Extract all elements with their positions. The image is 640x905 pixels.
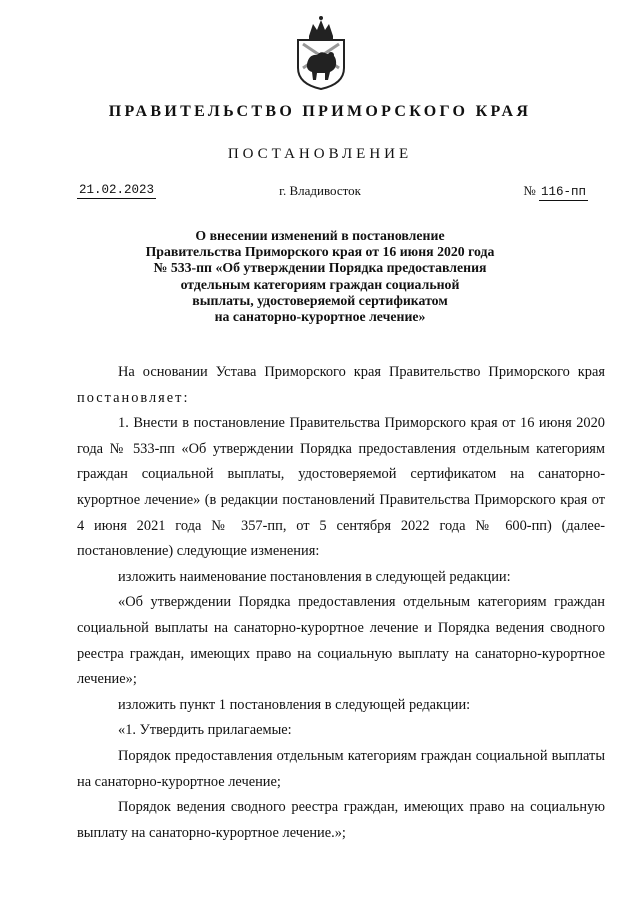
heading-line: Правительства Приморского края от 16 июня 2020 года [145,244,495,260]
resolution-word: постановляет: [77,389,190,406]
number-value: 116-пп [540,185,586,199]
intro-text: На основании Устава Приморского края Правительство Приморского края [118,364,605,380]
heading-line: отдельным категориям граждан социальной [180,276,460,292]
heading-line: на санаторно-курортное лечение» [214,309,426,325]
heading-line: выплаты, удостоверяемой сертификатом [192,292,448,308]
coat-of-arms-icon [295,14,347,90]
order-1-paragraph: Порядок предоставления отдельным категориям граждан социальной выплаты на санаторно-курортное лечение; [77,747,605,790]
number-prefix: № [523,183,536,198]
item-1-paragraph: 1. Внести в постановление Правительства Приморского края от 16 июня 2020 года № 533-пп «Об утверждении Порядка предоставления отдельным категориям граждан социальной выплаты, удостоверяемой сертификатом на санаторно-курортное лечение» (в редакции постановлений Правительства Приморского края от 4 июня 2021 года № 357-пп, от 5 сентября 2022 года № 600-пп) (далее- постановление) следующие изменения: [77,415,605,560]
intro-paragraph [77,360,605,411]
document-heading [60,228,580,325]
document-number [523,183,588,199]
document-type: ПОСТАНОВЛЕНИЕ [227,146,413,162]
organization-title: ПРАВИТЕЛЬСТВО ПРИМОРСКОГО КРАЯ [108,103,532,120]
item-instruction: изложить пункт 1 постановления в следующей редакции: [118,696,471,713]
new-name-text: «Об утверждении Порядка предоставления отдельным категориям граждан социальной выплаты на санаторно-курортное лечение и Порядка ведения сводного реестра граждан, имеющих право на социальную выплату на санаторно-курортное лечение»; [77,594,605,688]
heading-line: № 533-пп «Об утверждении Порядка предоставления [153,260,487,276]
rename-instruction: изложить наименование постановления в следующей редакции: [118,568,511,585]
document-city: г. Владивосток [279,183,361,198]
document-date: 21.02.2023 [79,183,155,197]
order-2-paragraph: Порядок ведения сводного реестра граждан, имеющих право на социальную выплату на санаторно-курортное лечение.»; [77,799,605,841]
new-item-text: «1. Утвердить прилагаемые: [118,722,292,739]
heading-line: О внесении изменений в постановление [195,228,445,243]
document-body [77,360,605,846]
